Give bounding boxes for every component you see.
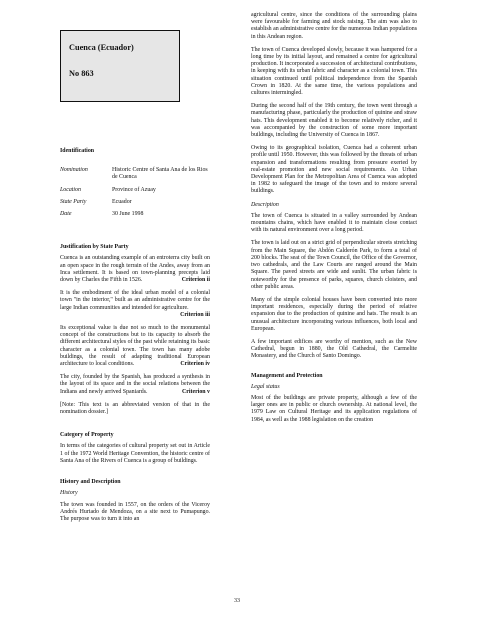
id-key: Location (60, 186, 81, 193)
paragraph-text: Its exceptional value is due not so much to the monumental concept of the constructions but to its capacity to absorb the different architectural styles of the past while retaining its basic character as a colonial town. The town has many adobe buildings, the result of adapting traditional European architecture to local conditions. (60, 325, 210, 368)
id-value: 30 June 1998 (112, 211, 144, 218)
category-section (60, 432, 210, 465)
id-key: Nomination (60, 167, 88, 174)
description-paragraph: The town is laid out on a strict grid of perpendicular streets stretching from the Main Square, the Abdón Calderón Park, to form a total of 200 blocks. The seat of the Town Council, the Office of the Governor, two cathedrals, and the Law Courts are ranged around the Main Square. The paved streets are wide and sunlit. The urban fabric is noteworthy for the presence of parks, squares, church cloisters, and other public areas. (251, 240, 417, 290)
id-key: State Party (60, 198, 87, 205)
id-row-state-party (60, 199, 210, 206)
criterion-label: Criterion iv (180, 361, 210, 368)
criterion-label: Criterion ii (181, 277, 210, 284)
id-row-location (60, 187, 210, 194)
management-heading: Management and Protection (251, 372, 323, 379)
left-column (60, 30, 210, 529)
justification-paragraph (60, 255, 210, 284)
history-heading: History and Description (60, 479, 121, 486)
identification-table (60, 167, 210, 218)
history-subheading: History (60, 490, 78, 497)
history-paragraph: The town was founded in 1557, on the orders of the Viceroy Andrés Hurtado de Mendoza, on a site next to Pumapungo. The purpose was to turn it into an (60, 501, 210, 522)
description-paragraph: Many of the simple colonial houses have been converted into more important residences, especially during the period of relative expansion due to the production of quinine and hats. The result is an unusual architecture incorporating various influences, both local and European. (251, 296, 417, 332)
id-value: Ecuador (112, 198, 132, 205)
category-heading: Category of Property (60, 432, 114, 439)
justification-paragraph (60, 290, 210, 312)
description-paragraph: A few important edifices are worthy of mention, such as the New Cathedral, begun in 1880, the Old Cathedral, the Carmelite Monastery, and the Church of Santo Domingo. (251, 338, 417, 360)
justification-paragraph (60, 325, 210, 368)
description-subheading: Description (251, 201, 279, 208)
id-value: Historic Centre of Santa Ana de los Rios de Cuenca (112, 167, 208, 181)
identification-heading: Identification (60, 148, 95, 154)
justification-heading: Justification by State Party (60, 244, 129, 251)
history-section (60, 479, 210, 523)
site-number: No 863 (69, 69, 94, 78)
identification-section (60, 148, 210, 218)
paragraph-text: Cuenca is an outstanding example of an entroterra city built on an open space in the rough terrain of the Andes, away from an Inca settlement. It is based on town-planning precepts laid down by Charles the Fifth in 1526. (60, 255, 210, 284)
criterion-label: Criterion iii (180, 311, 210, 318)
id-value: Province of Azuay (112, 186, 156, 193)
page-number: 33 (234, 598, 240, 604)
right-column (251, 12, 417, 430)
id-row-date (60, 211, 210, 218)
history-paragraph: Owing to its geographical isolation, Cuenca had a coherent urban profile until 1950. However, this was followed by the threats of urban expansion and transformations resulting from pressure exerted by real-estate promotion and new social requirements. An Urban Development Plan for the Metropolitan Area of Cuenca was adopted in 1982 to safeguard the image of the town and to restore several buildings. (251, 145, 417, 195)
site-title: Cuenca (Ecuador) (69, 43, 134, 52)
legal-status-subheading: Legal status (251, 383, 280, 390)
justification-section (60, 244, 210, 416)
history-paragraph: During the second half of the 19th century, the town went through a manufacturing phase, particularly the production of quinine and straw hats. This development enabled it to become relatively richer, and it was accompanied by the construction of some more important buildings, including the University of Cuenca in 1867. (251, 103, 417, 139)
history-paragraph: agricultural centre, since the conditions of the surrounding plains were favourable for farming and stock raising. The aim was also to establish an administrative centre for the numerous Indian populations in this Andean region. (251, 12, 417, 40)
id-key: Date (60, 211, 72, 218)
description-paragraph: The town of Cuenca is situated in a valley surrounded by Andean mountains chains, which have enabled it to maintain close contact with its natural environment over a long period. (251, 212, 417, 234)
paragraph-text: It is the embodiment of the ideal urban model of a colonial town "in the interior," built as an administrative centre for the large Indian communities and intended for agriculture. (60, 290, 210, 311)
title-box (60, 30, 180, 102)
management-paragraph: Most of the buildings are private property, although a few of the larger ones are in public or church ownership. At national level, the 1979 Law on Cultural Heritage and its application regulations of 1984, as well as the 1988 legislation on the creation (251, 394, 417, 423)
history-paragraph: The town of Cuenca developed slowly, because it was hampered for a long time by its initial layout, and remained a centre for agricultural production. It incorporated a succession of architectural contributions, in keeping with its urban fabric and character as a colonial town. This situation continued until political independence from the Spanish Crown in 1820. At the same time, the various populations and cultures intermingled. (251, 46, 417, 97)
criterion-label: Criterion v (182, 388, 210, 395)
id-row-nomination (60, 167, 210, 181)
category-paragraph: In terms of the categories of cultural property set out in Article 1 of the 1972 World Heritage Convention, the historic centre of Santa Ana of the Rivers of Cuenca is a group of buildings. (60, 443, 210, 464)
justification-paragraph (60, 374, 210, 396)
paragraph-text: The city, founded by the Spanish, has produced a synthesis in the layout of its space and in the social relations between the Indians and newly arrived Spaniards. (60, 374, 210, 395)
note-paragraph: [Note: This text is an abbreviated version of that in the nomination dossier.] (60, 401, 210, 416)
